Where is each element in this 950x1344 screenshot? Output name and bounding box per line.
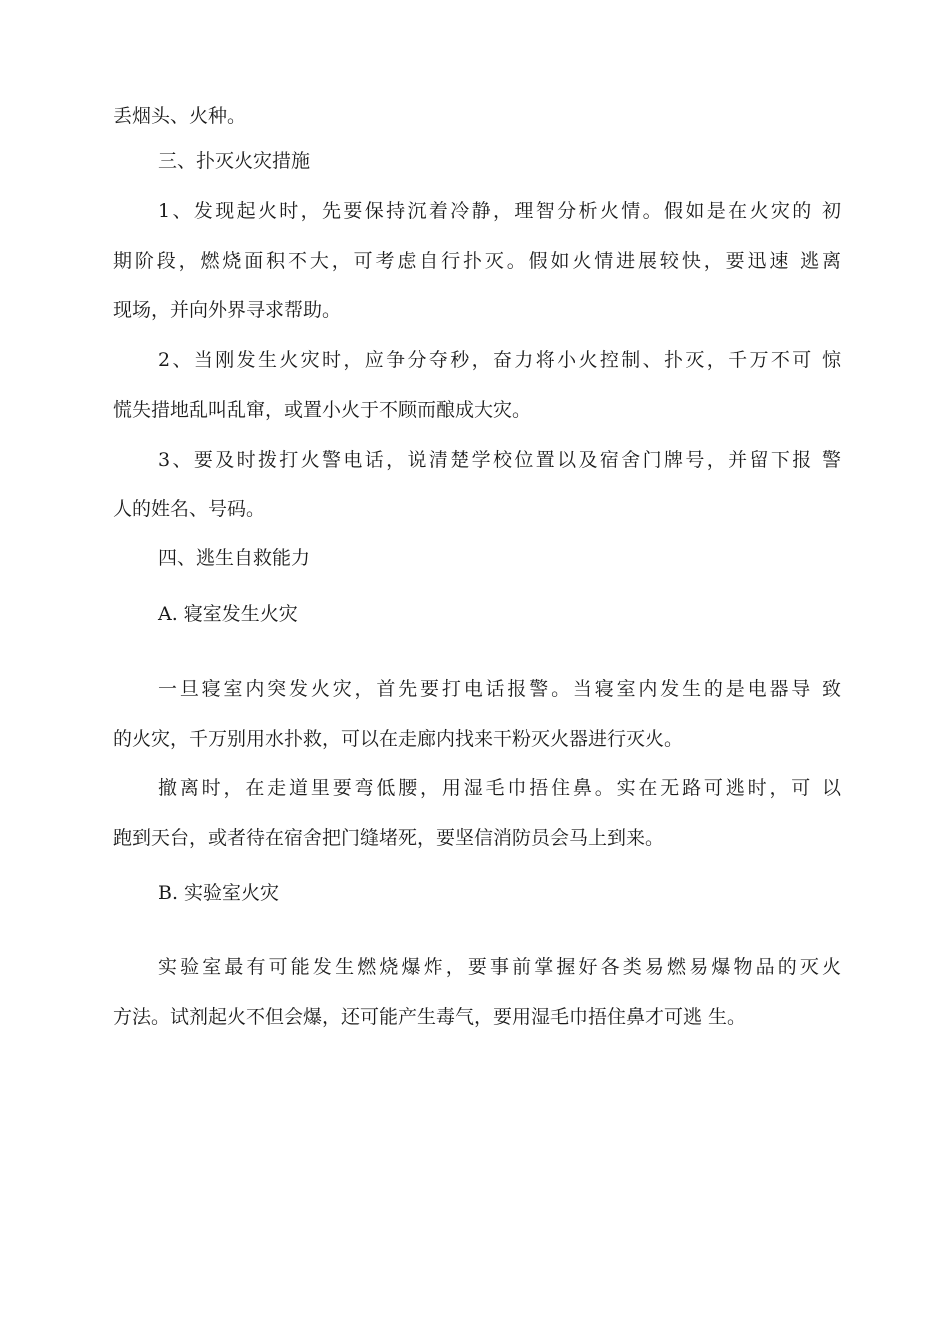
text-line: 方法。试剂起火不但会爆，还可能产生毒气，要用湿毛巾捂住鼻才可逃 生。 (113, 1006, 747, 1028)
text-line: 跑到天台，或者待在宿舍把门缝堵死，要坚信消防员会马上到来。 (113, 827, 665, 849)
text-line: 期阶段，燃烧面积不大，可考虑自行扑灭。假如火情进展较快，要迅速 逃离 (113, 250, 841, 272)
text-line: 丢烟头、火种。 (113, 105, 247, 127)
subsection-heading: B. 实验室火灾 (158, 882, 280, 904)
section-heading: 三、扑灭火灾措施 (158, 150, 311, 172)
text-line: 1、发现起火时，先要保持沉着冷静，理智分析火情。假如是在火灾的 初 (158, 200, 841, 222)
text-line: 实验室最有可能发生燃烧爆炸，要事前掌握好各类易燃易爆物品的灭火 (158, 956, 841, 978)
text-line: 2、当刚发生火灾时，应争分夺秒，奋力将小火控制、扑灭，千万不可 惊 (158, 349, 841, 371)
text-line: 现场，并向外界寻求帮助。 (113, 299, 342, 321)
text-line: 人的姓名、号码。 (113, 498, 266, 520)
text-line: 一旦寝室内突发火灾，首先要打电话报警。当寝室内发生的是电器导 致 (158, 678, 841, 700)
text-line: 3、要及时拨打火警电话，说清楚学校位置以及宿舍门牌号，并留下报 警 (158, 449, 841, 471)
text-line: 撤离时，在走道里要弯低腰，用湿毛巾捂住鼻。实在无路可逃时，可 以 (158, 777, 841, 799)
subsection-heading: A. 寝室发生火灾 (158, 603, 298, 625)
section-heading: 四、逃生自救能力 (158, 547, 311, 569)
text-line: 的火灾，千万别用水扑救，可以在走廊内找来干粉灭火器进行灭火。 (113, 728, 684, 750)
text-line: 慌失措地乱叫乱窜，或置小火于不顾而酿成大灾。 (113, 399, 532, 421)
